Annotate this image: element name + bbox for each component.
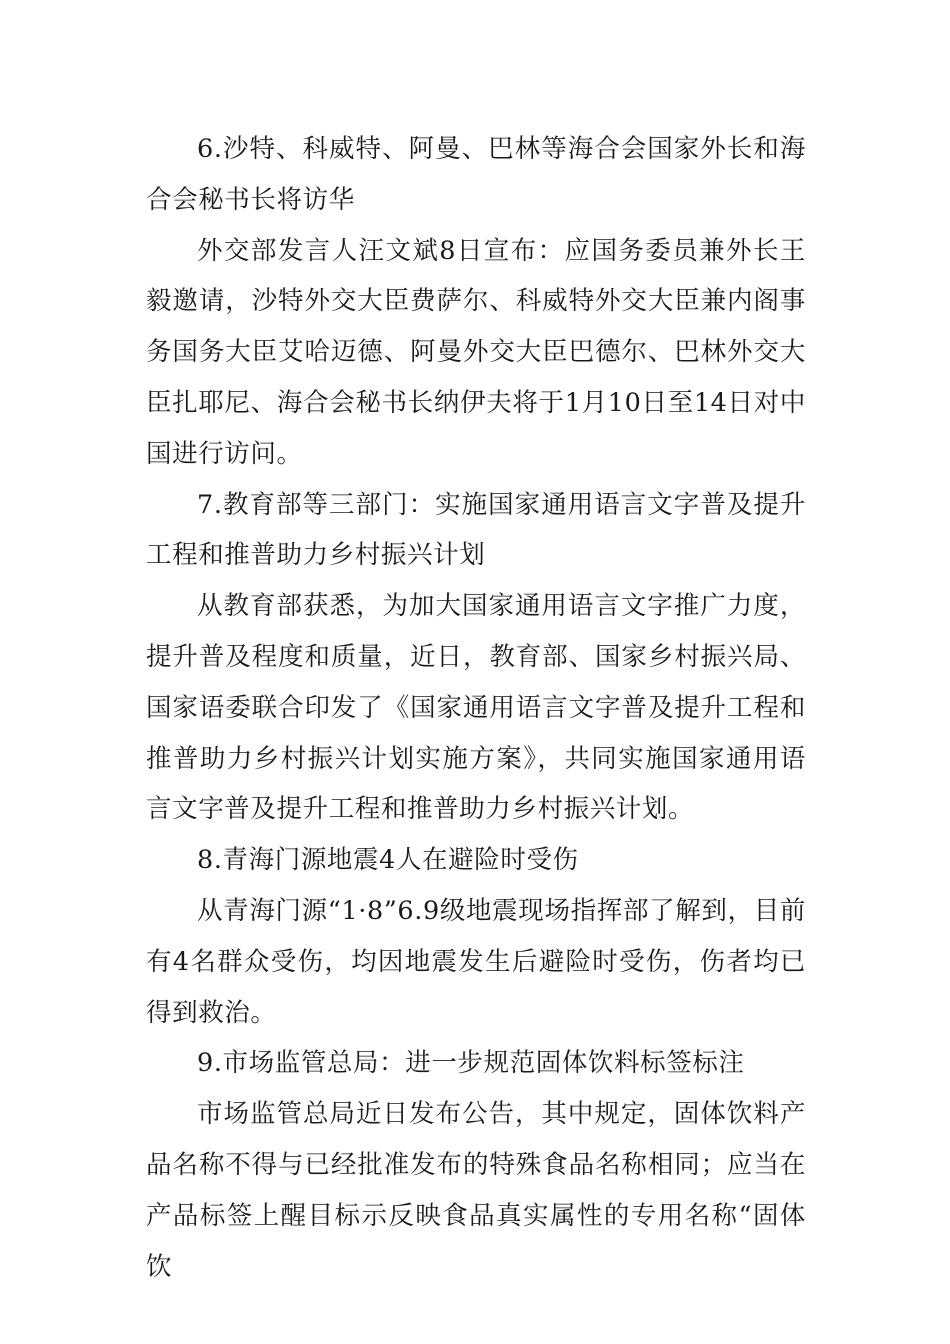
news-body-9: 市场监管总局近日发布公告，其中规定，固体饮料产品名称不得与已经批准发布的特殊食品名称相同；应当在产品标签上醒目标示反映食品真实属性的专用名称“固体饮 [146,1099,806,1282]
news-heading-9: 9.市场监管总局：进一步规范固体饮料标签标注 [197,1048,745,1079]
news-heading-7: 7.教育部等三部门：实施国家通用语言文字普及提升工程和推普助力乡村振兴计划 [146,489,806,571]
news-heading-8: 8.青海门源地震4人在避险时受伤 [197,845,579,876]
news-heading-6: 6.沙特、科威特、阿曼、巴林等海合会国家外长和海合会秘书长将访华 [146,134,806,215]
news-body-8: 从青海门源“1·8”6.9级地震现场指挥部了解到，目前有4名群众受伤，均因地震发生后避险时受伤，伤者均已得到救治。 [146,895,806,1028]
news-body-6: 外交部发言人汪文斌8日宣布：应国务委员兼外长王毅邀请，沙特外交大臣费萨尔、科威特外交大臣兼内阁事务国务大臣艾哈迈德、阿曼外交大臣巴德尔、巴林外交大臣扎耶尼、海合会秘书长纳伊夫将于1月10日至14日对中国进行访问。 [146,235,806,469]
news-body-7: 从教育部获悉，为加大国家通用语言文字推广力度，提升普及程度和质量，近日，教育部、国家乡村振兴局、国家语委联合印发了《国家通用语言文字普及提升工程和推普助力乡村振兴计划实施方案》，共同实施国家通用语言文字普及提升工程和推普助力乡村振兴计划。 [146,591,806,825]
document-body [146,124,806,1292]
